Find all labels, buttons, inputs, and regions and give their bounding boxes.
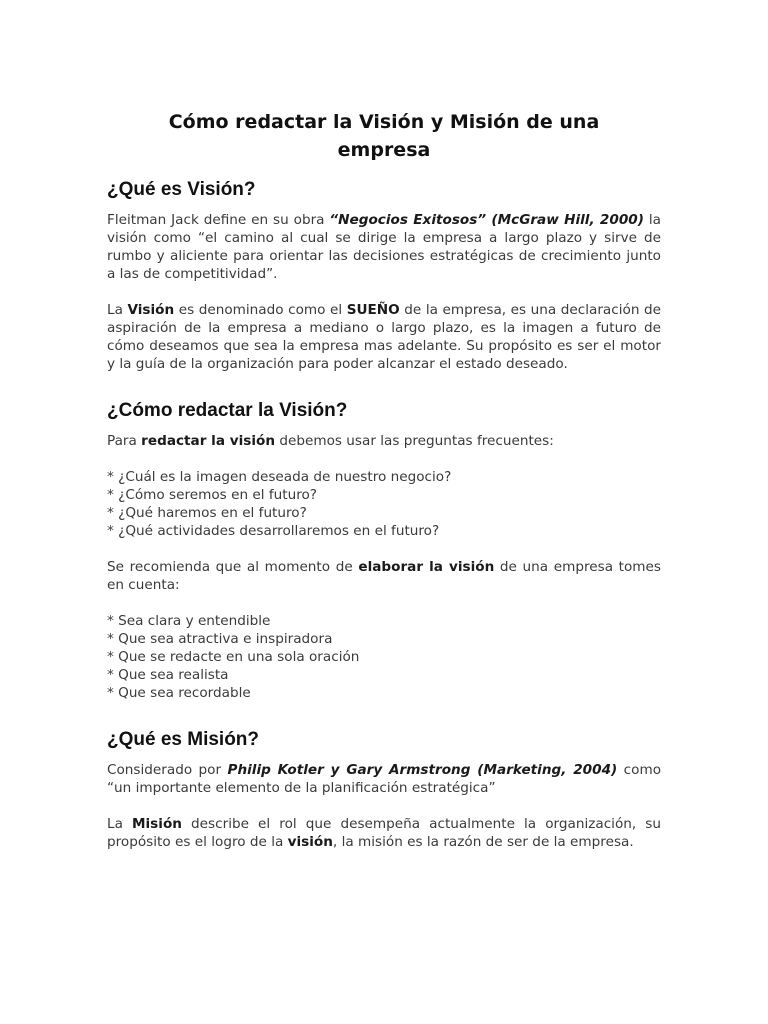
text-run: La [107,816,132,832]
text-run: la visión como “el camino al cual se dirige la empresa a largo plazo y sirve de rumbo y aliciente para orientar las decisiones estratégicas de crecimiento junto a las de competitividad”. [107,212,661,282]
citation-kotler-armstrong: Philip Kotler y Gary Armstrong (Marketing, 2004) [227,762,618,778]
emphasis-mision: Misión [132,816,182,832]
heading-como-redactar-vision: ¿Cómo redactar la Visión? [107,400,348,421]
emphasis-sueno: SUEÑO [346,302,400,318]
text-run: de la empresa, es una declaración de aspiración de la empresa a mediano o largo plazo, es la imagen a futuro de cómo deseamos que sea la empresa mas adelante. Su propósito es ser el motor y la guía de la organización para poder alcanzar el estado deseado. [107,302,661,372]
text-run: describe el rol que desempeña actualmente la organización, su propósito es el logro de la [107,816,661,850]
paragraph-mision-rol [107,815,661,851]
list-item: * Que sea recordable [107,685,251,701]
text-run: debemos usar las preguntas frecuentes: [275,433,554,449]
text-run: , la misión es la razón de ser de la empresa. [332,834,634,850]
list-item: * Que sea atractiva e inspiradora [107,631,333,647]
tips-list [107,612,661,702]
text-run: Fleitman Jack define en su obra [107,212,330,228]
list-item: * ¿Cómo seremos en el futuro? [107,487,318,503]
text-run: de una empresa tomes en cuenta: [107,559,661,593]
list-item: * ¿Qué actividades desarrollaremos en el futuro? [107,523,440,539]
text-run: es denominado como el [174,302,347,318]
text-run: como “un importante elemento de la planificación estratégica” [107,762,662,796]
paragraph-mision-definition [107,761,661,797]
list-item: * Que sea realista [107,667,229,683]
list-item: * Que se redacte en una sola oración [107,649,360,665]
paragraph-redactar-intro [107,432,661,450]
paragraph-vision-sueno [107,301,661,373]
emphasis-vision-inline: visión [287,834,333,850]
citation-negocios-exitosos: “Negocios Exitosos” (McGraw Hill, 2000) [329,212,644,228]
list-item: * ¿Qué haremos en el futuro? [107,505,307,521]
heading-que-es-mision: ¿Qué es Misión? [107,729,260,750]
list-item: * ¿Cuál es la imagen deseada de nuestro negocio? [107,469,452,485]
paragraph-recomendacion [107,558,661,594]
list-item: * Sea clara y entendible [107,613,271,629]
paragraph-vision-definition [107,211,661,283]
text-run: Se recomienda que al momento de [107,559,359,575]
text-run: Considerado por [107,762,228,778]
emphasis-vision: Visión [127,302,175,318]
emphasis-redactar-vision: redactar la visión [141,433,276,449]
heading-que-es-vision: ¿Qué es Visión? [107,179,256,200]
document-title: Cómo redactar la Visión y Misión de una empresa [168,111,600,161]
text-run: Para [107,433,142,449]
emphasis-elaborar-vision: elaborar la visión [358,559,495,575]
questions-list [107,468,661,540]
text-run: La [107,302,128,318]
